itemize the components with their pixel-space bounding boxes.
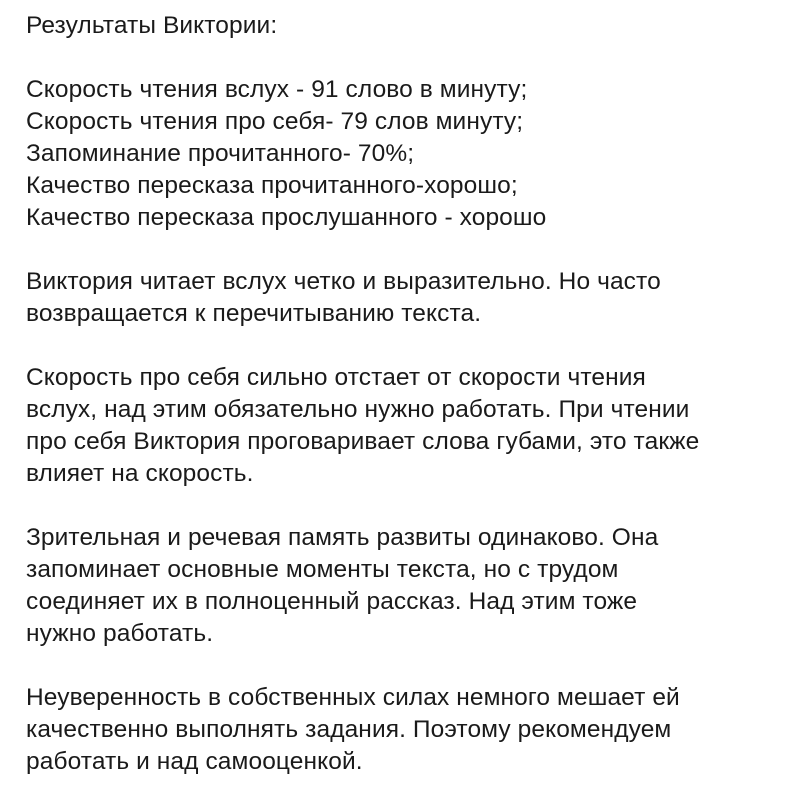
message-text	[26, 10, 796, 778]
result-retelling-heard: Качество пересказа прослушанного - хорошо	[26, 204, 547, 231]
blank-line	[26, 234, 796, 266]
paragraph-line: соединяет их в полноценный рассказ. Над этим тоже	[26, 588, 638, 615]
paragraph-line: Виктория читает вслух четко и выразительно. Но часто	[26, 268, 661, 295]
paragraph-line: нужно работать.	[26, 620, 214, 647]
result-reading-aloud-speed: Скорость чтения вслух - 91 слово в минуту;	[26, 76, 528, 103]
blank-line	[26, 650, 796, 682]
paragraph-line: возвращается к перечитыванию текста.	[26, 300, 482, 327]
paragraph-line: качественно выполнять задания. Поэтому рекомендуем	[26, 716, 672, 743]
paragraph-line: про себя Виктория проговаривает слова губами, это также	[26, 428, 700, 455]
blank-line	[26, 490, 796, 522]
paragraph-line: работать и над самооценкой.	[26, 748, 363, 775]
result-silent-reading-speed: Скорость чтения про себя- 79 слов минуту;	[26, 108, 524, 135]
report-title: Результаты Виктории:	[26, 12, 278, 39]
paragraph-line: Скорость про себя сильно отстает от скорости чтения	[26, 364, 646, 391]
paragraph-self-esteem	[26, 682, 796, 778]
paragraph-line: Зрительная и речевая память развиты одинаково. Она	[26, 524, 659, 551]
results-list	[26, 74, 796, 234]
paragraph-line: влияет на скорость.	[26, 460, 254, 487]
paragraph-silent-speed	[26, 362, 796, 490]
result-retelling-read: Качество пересказа прочитанного-хорошо;	[26, 172, 518, 199]
result-memorization: Запоминание прочитанного- 70%;	[26, 140, 415, 167]
blank-line	[26, 42, 796, 74]
blank-line	[26, 330, 796, 362]
paragraph-memory	[26, 522, 796, 650]
paragraph-line: запоминает основные моменты текста, но с трудом	[26, 556, 619, 583]
paragraph-reading-aloud	[26, 266, 796, 330]
paragraph-line: вслух, над этим обязательно нужно работать. При чтении	[26, 396, 690, 423]
paragraph-line: Неуверенность в собственных силах немного мешает ей	[26, 684, 680, 711]
